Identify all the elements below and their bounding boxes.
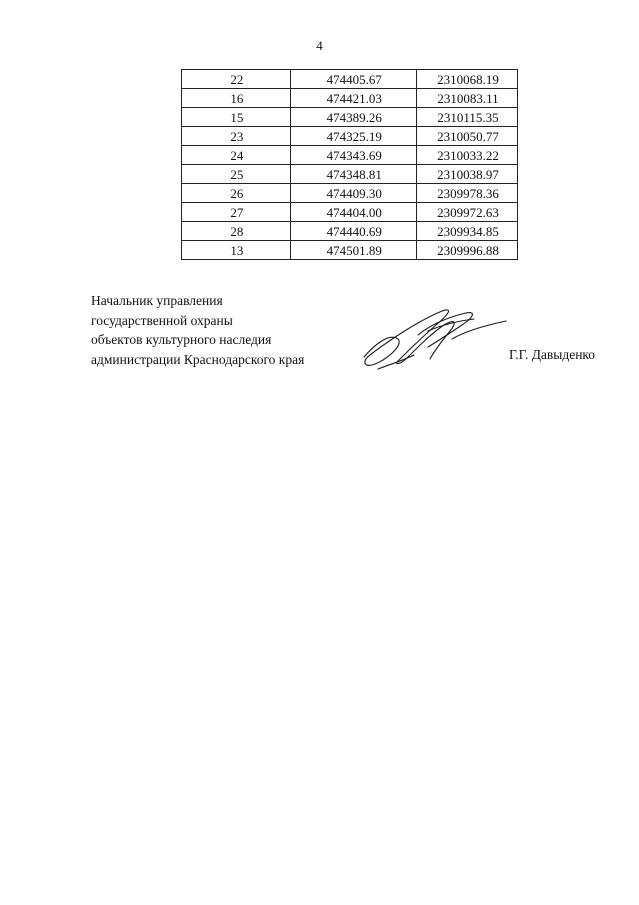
point-number-cell: 15 bbox=[182, 108, 291, 127]
coordinates-table-body bbox=[182, 70, 518, 260]
y-coordinate-cell: 2310115.35 bbox=[416, 108, 517, 127]
position-line: объектов культурного наследия bbox=[91, 332, 272, 347]
table-row bbox=[182, 184, 518, 203]
table-row bbox=[182, 70, 518, 89]
signatory-position bbox=[91, 291, 304, 369]
y-coordinate-cell: 2309978.36 bbox=[416, 184, 517, 203]
y-coordinate-cell: 2310068.19 bbox=[416, 70, 517, 89]
table-row bbox=[182, 165, 518, 184]
y-coordinate-cell: 2310083.11 bbox=[416, 89, 517, 108]
x-coordinate-cell: 474389.26 bbox=[290, 108, 416, 127]
x-coordinate-cell: 474501.89 bbox=[290, 241, 416, 260]
page-number: 4 bbox=[316, 38, 323, 53]
table-row bbox=[182, 222, 518, 241]
point-number-cell: 24 bbox=[182, 146, 291, 165]
x-coordinate-cell: 474440.69 bbox=[290, 222, 416, 241]
point-number-cell: 27 bbox=[182, 203, 291, 222]
point-number-cell: 22 bbox=[182, 70, 291, 89]
x-coordinate-cell: 474404.00 bbox=[290, 203, 416, 222]
y-coordinate-cell: 2310033.22 bbox=[416, 146, 517, 165]
handwritten-signature bbox=[358, 295, 508, 375]
y-coordinate-cell: 2310050.77 bbox=[416, 127, 517, 146]
point-number-cell: 16 bbox=[182, 89, 291, 108]
coordinates-table bbox=[181, 69, 518, 260]
point-number-cell: 13 bbox=[182, 241, 291, 260]
position-line: государственной охраны bbox=[91, 312, 233, 328]
table-row bbox=[182, 89, 518, 108]
x-coordinate-cell: 474409.30 bbox=[290, 184, 416, 203]
x-coordinate-cell: 474405.67 bbox=[290, 70, 416, 89]
x-coordinate-cell: 474348.81 bbox=[290, 165, 416, 184]
position-line: администрации Краснодарского края bbox=[91, 351, 305, 367]
point-number-cell: 23 bbox=[182, 127, 291, 146]
position-line: Начальник управления bbox=[91, 293, 223, 308]
table-row bbox=[182, 127, 518, 146]
x-coordinate-cell: 474421.03 bbox=[290, 89, 416, 108]
point-number-cell: 28 bbox=[182, 222, 291, 241]
table-row bbox=[182, 108, 518, 127]
y-coordinate-cell: 2310038.97 bbox=[416, 165, 517, 184]
point-number-cell: 25 bbox=[182, 165, 291, 184]
y-coordinate-cell: 2309996.88 bbox=[416, 241, 517, 260]
x-coordinate-cell: 474325.19 bbox=[290, 127, 416, 146]
y-coordinate-cell: 2309934.85 bbox=[416, 222, 517, 241]
table-row bbox=[182, 241, 518, 260]
x-coordinate-cell: 474343.69 bbox=[290, 146, 416, 165]
table-row bbox=[182, 146, 518, 165]
table-row bbox=[182, 203, 518, 222]
signer-name: Г.Г. Давыденко bbox=[509, 347, 596, 362]
y-coordinate-cell: 2309972.63 bbox=[416, 203, 517, 222]
point-number-cell: 26 bbox=[182, 184, 291, 203]
